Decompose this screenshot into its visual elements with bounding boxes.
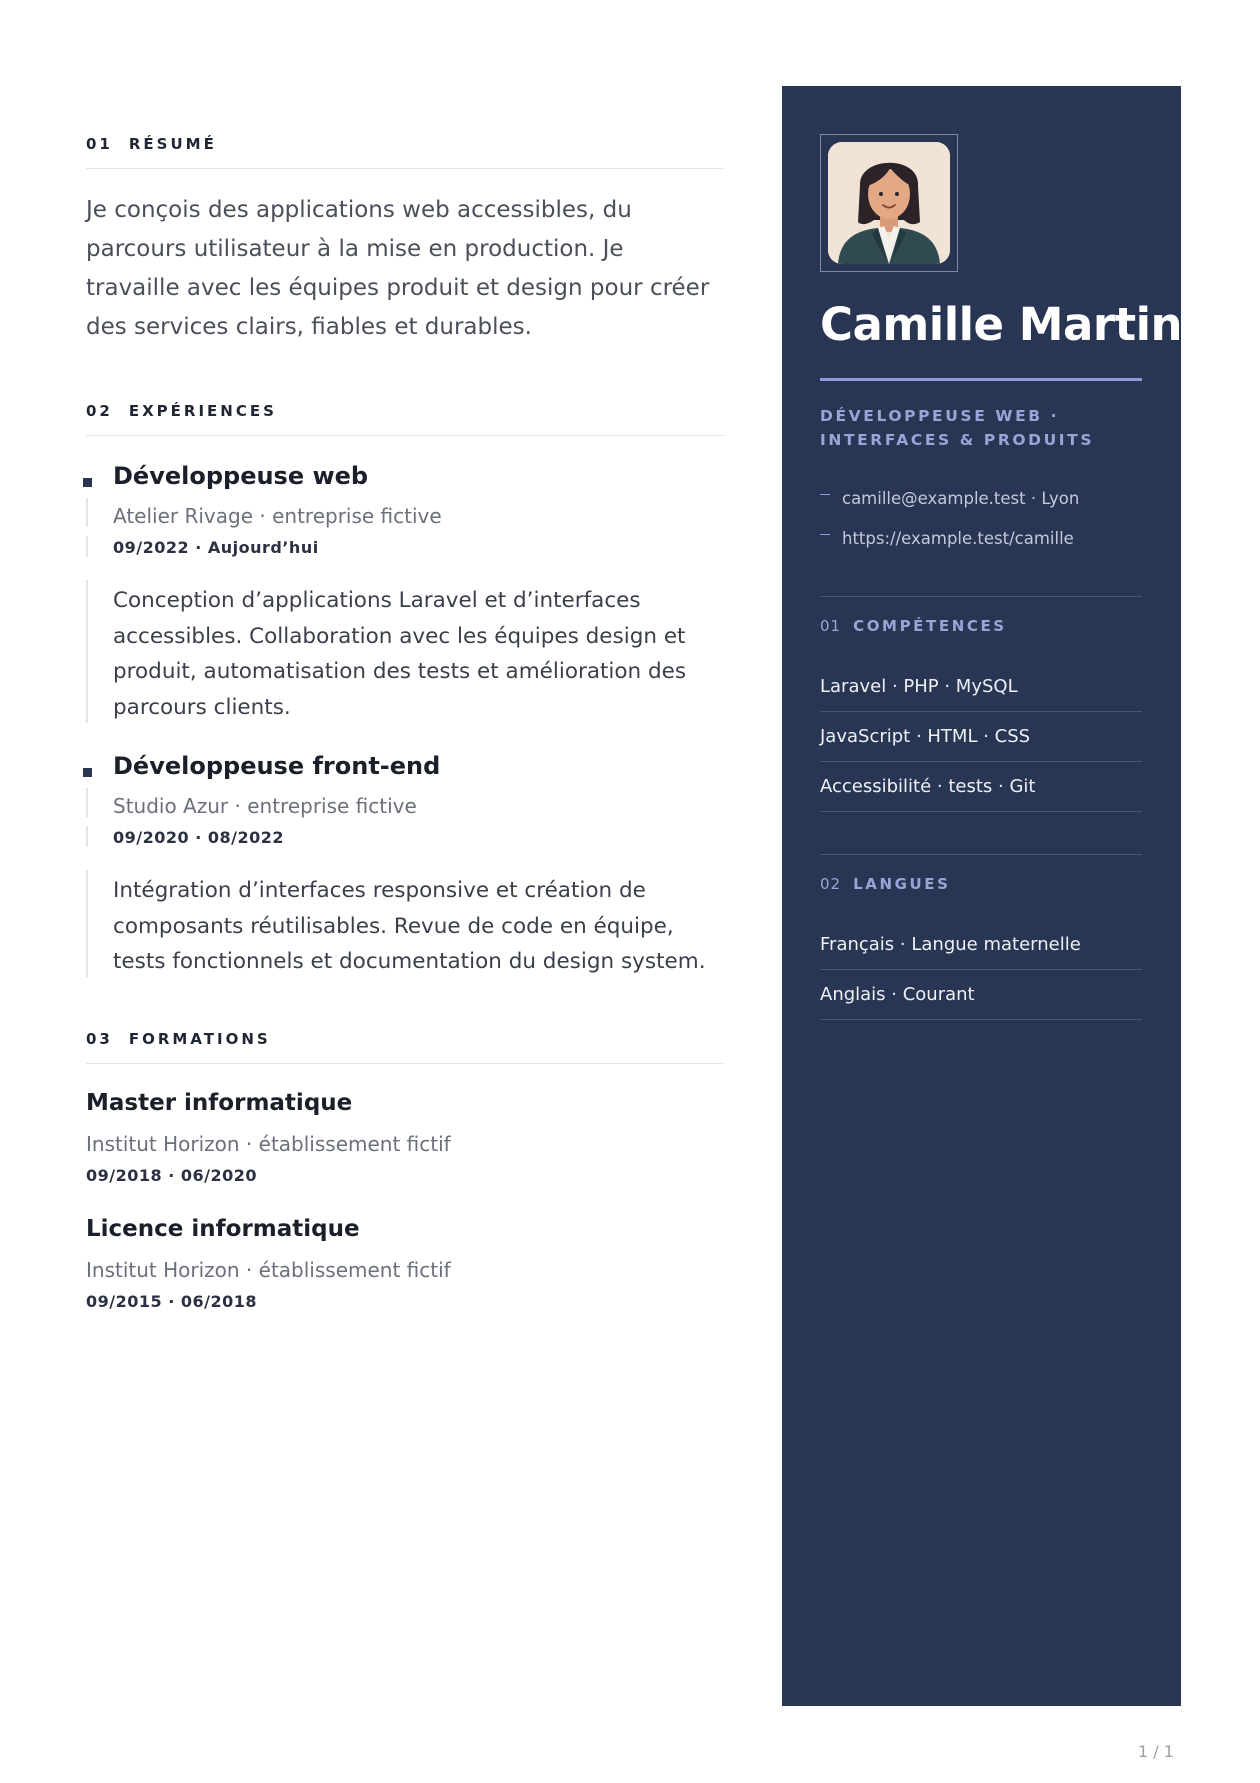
- contact-text: camille@example.test · Lyon: [842, 489, 1080, 508]
- job-title: Développeuse web: [113, 462, 369, 490]
- degree-title: Licence informatique: [86, 1216, 360, 1242]
- language-item: Français · Langue maternelle: [820, 920, 1142, 970]
- square-bullet-icon: [83, 768, 92, 777]
- job-description: Conception d’applications Laravel et d’interfaces accessibles. Collaboration avec les équipes design et produit, automatisation des tests et amélioration des parcours clients.: [113, 588, 687, 720]
- timeline-line: [86, 788, 88, 817]
- degree-school: Institut Horizon · établissement fictif: [86, 1132, 451, 1156]
- section-title: RÉSUMÉ: [128, 134, 217, 153]
- timeline-line: [86, 870, 88, 977]
- page-number: 1 / 1: [1138, 1742, 1174, 1761]
- contact-item-website[interactable]: [820, 529, 1142, 548]
- degree-school: Institut Horizon · établissement fictif: [86, 1258, 451, 1282]
- dash-icon: [820, 534, 830, 535]
- job-company: Studio Azur · entreprise fictive: [113, 794, 417, 818]
- section-number: 01: [820, 617, 842, 635]
- avatar-illustration-icon: [828, 142, 950, 264]
- section-title: EXPÉRIENCES: [128, 401, 277, 420]
- timeline-line: [86, 536, 88, 557]
- section-number: 02: [820, 875, 842, 893]
- job-headline: DÉVELOPPEUSE WEB · INTERFACES & PRODUITS: [820, 407, 1095, 449]
- contact-text: https://example.test/camille: [842, 529, 1074, 548]
- square-bullet-icon: [83, 478, 92, 487]
- section-heading-education: [86, 1014, 724, 1064]
- degree-title: Master informatique: [86, 1090, 353, 1116]
- avatar: [820, 134, 958, 272]
- job-title: Développeuse front-end: [113, 752, 441, 780]
- section-heading-experience: [86, 386, 724, 436]
- section-title: FORMATIONS: [128, 1029, 271, 1048]
- job-dates: 09/2022 · Aujourd’hui: [113, 538, 319, 557]
- skill-item: Laravel · PHP · MySQL: [820, 662, 1142, 712]
- degree-dates: 09/2018 · 06/2020: [86, 1166, 257, 1185]
- divider: [820, 854, 1142, 855]
- name-underline: [820, 378, 1142, 381]
- divider: [820, 596, 1142, 597]
- dash-icon: [820, 494, 830, 495]
- timeline-line: [86, 498, 88, 527]
- section-number: 02: [86, 401, 113, 420]
- summary-text: Je conçois des applications web accessibles, du parcours utilisateur à la mise en production. Je travaille avec les équipes produit et design pour créer des services clairs, fiables et durables.: [86, 197, 710, 340]
- section-title: LANGUES: [853, 875, 951, 893]
- timeline-line: [86, 826, 88, 847]
- job-company: Atelier Rivage · entreprise fictive: [113, 504, 442, 528]
- section-title: COMPÉTENCES: [853, 617, 1007, 635]
- person-name: Camille Martin: [820, 298, 1183, 351]
- job-dates: 09/2020 · 08/2022: [113, 828, 284, 847]
- section-heading-summary: [86, 119, 724, 169]
- contact-item-email[interactable]: [820, 489, 1142, 508]
- skill-item: JavaScript · HTML · CSS: [820, 712, 1142, 762]
- timeline-line: [86, 580, 88, 723]
- job-description: Intégration d’interfaces responsive et création de composants réutilisables. Revue de code en équipe, tests fonctionnels et documentation du design system.: [113, 878, 706, 974]
- language-item: Anglais · Courant: [820, 970, 1142, 1020]
- degree-dates: 09/2015 · 06/2018: [86, 1292, 257, 1311]
- skill-item: Accessibilité · tests · Git: [820, 762, 1142, 812]
- profile-sidebar: [782, 86, 1181, 1706]
- section-heading-languages: [820, 875, 951, 893]
- section-number: 01: [86, 134, 113, 153]
- section-heading-skills: [820, 617, 1007, 635]
- section-number: 03: [86, 1029, 113, 1048]
